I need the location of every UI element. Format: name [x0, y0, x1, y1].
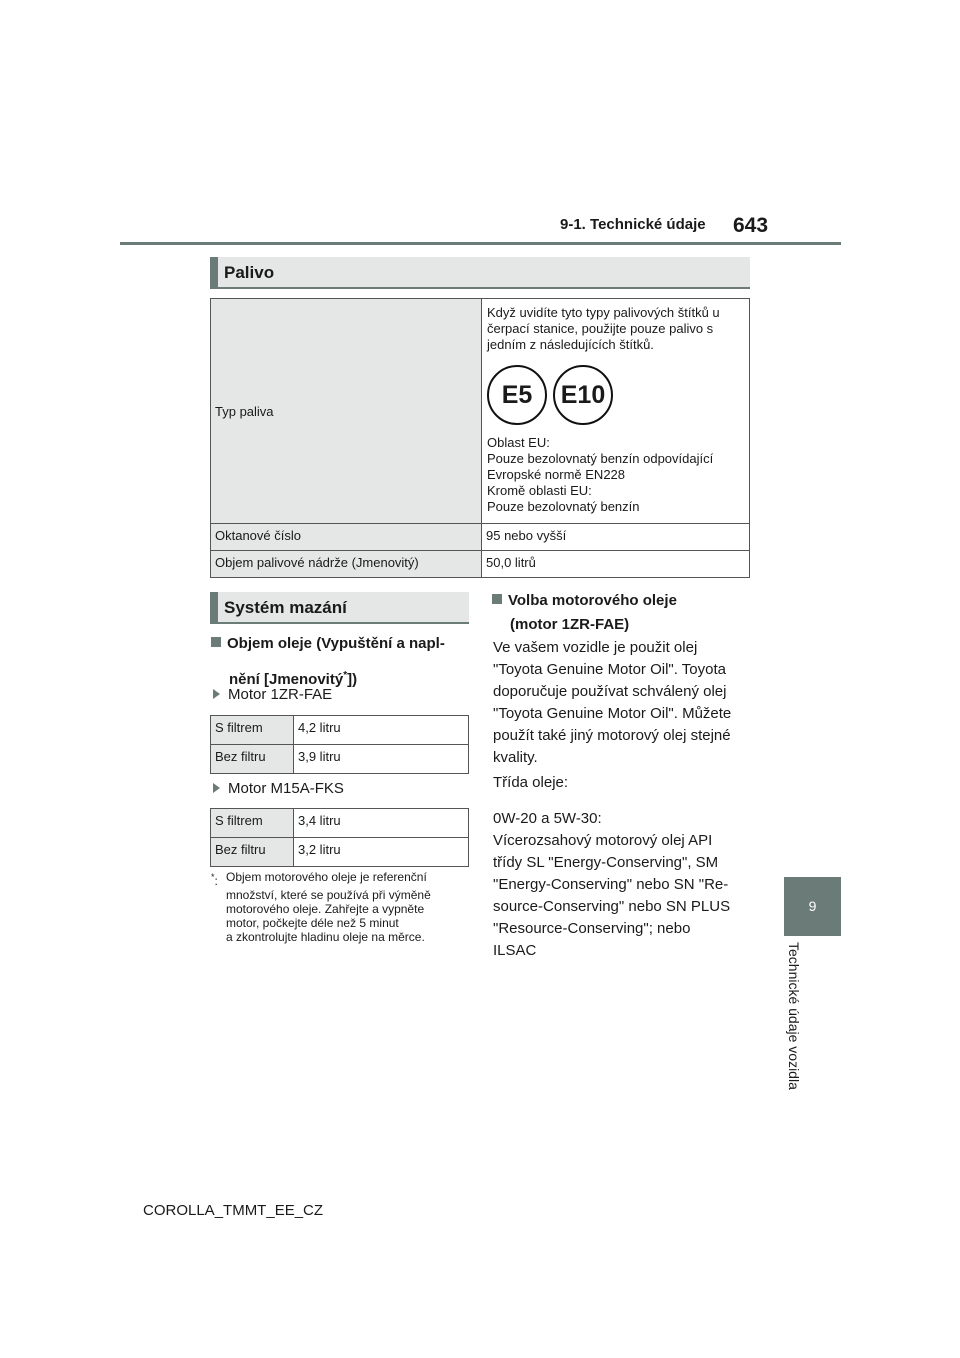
- header-rule: [120, 242, 841, 245]
- fuel-badge-e10: E10: [553, 365, 613, 425]
- triangle-bullet-icon: [213, 689, 220, 699]
- octane-value: 95 nebo vyšší: [482, 524, 750, 551]
- table-row: [211, 716, 469, 745]
- document-code: COROLLA_TMMT_EE_CZ: [143, 1202, 324, 1219]
- table-row: [211, 809, 469, 838]
- fuel-note-3: Evropské normě EN228: [487, 467, 626, 482]
- fuel-badges: [487, 365, 744, 425]
- tank-value: 50,0 litrů: [482, 551, 750, 578]
- oil-selection-title-line2: (motor 1ZR-FAE): [510, 616, 630, 633]
- para-line-3: doporučuje používat schválený olej: [493, 683, 727, 700]
- class-line-5: source-Conserving" nebo SN PLUS: [493, 898, 731, 915]
- fuel-badge-e5: E5: [487, 365, 547, 425]
- oil-capacity-title-line1: Objem oleje (Vypuštění a napl-: [211, 632, 471, 656]
- engine1-row2-value: 3,9 litru: [294, 745, 469, 774]
- chapter-tab: 9: [784, 877, 841, 936]
- fuel-note-4: Kromě oblasti EU:: [487, 483, 592, 498]
- lube-heading-text: Systém mazání: [224, 598, 347, 617]
- para-line-5: použít také jiný motorový olej stejné: [493, 727, 731, 744]
- fuel-note-1: Oblast EU:: [487, 435, 550, 450]
- engine2-row2-value: 3,2 litru: [294, 838, 469, 867]
- class-line-1: 0W-20 a 5W-30:: [493, 810, 602, 827]
- oil-capacity-title-line2: nění [Jmenovitý*]): [229, 670, 358, 688]
- section-title: 9-1. Technické údaje: [560, 216, 706, 233]
- fuel-note-5: Pouze bezolovnatý benzín: [487, 499, 640, 514]
- class-line-2: Vícerozsahový motorový olej API: [493, 832, 713, 849]
- engine2-table: [210, 808, 469, 867]
- table-row: [211, 838, 469, 867]
- chapter-label-text: Technické údaje vozidla: [786, 942, 802, 1090]
- oil-selection-title: [492, 589, 752, 637]
- lube-heading: [210, 592, 469, 624]
- footnote-line5: a zkontrolujte hladinu oleje na měrce.: [226, 930, 425, 944]
- para-line-6: kvality.: [493, 749, 538, 766]
- square-bullet-icon: [492, 594, 502, 604]
- oil-class-list: [493, 808, 755, 962]
- square-bullet-icon: [211, 637, 221, 647]
- octane-row: [211, 524, 750, 551]
- engine2-row2-label: Bez filtru: [211, 838, 294, 867]
- class-line-7: ILSAC: [493, 942, 537, 959]
- footnote-line3: motorového oleje. Zahřejte a vypněte: [226, 902, 425, 916]
- fuel-type-intro: Když uvidíte tyto typy palivových štítků u čerpací stanice, použijte pouze palivo s jedním z následujících štítků.: [487, 305, 720, 352]
- fuel-heading: [210, 257, 750, 289]
- engine1-table: [210, 715, 469, 774]
- tank-row: [211, 551, 750, 578]
- engine2-heading: Motor M15A-FKS: [213, 780, 344, 797]
- footnote: [211, 870, 473, 944]
- footnote-line1: *: Objem motorového oleje je referenční: [211, 870, 427, 888]
- fuel-type-label: Typ paliva: [211, 299, 482, 524]
- footnote-line2: množství, které se používá při výměně: [226, 888, 431, 902]
- engine1-row1-value: 4,2 litru: [294, 716, 469, 745]
- table-row: [211, 745, 469, 774]
- fuel-type-value: [482, 299, 750, 524]
- tank-label: Objem palivové nádrže (Jmenovitý): [211, 551, 482, 578]
- engine1-row2-label: Bez filtru: [211, 745, 294, 774]
- para-line-1: Ve vašem vozidle je použit olej: [493, 639, 698, 656]
- fuel-table: [210, 298, 750, 578]
- fuel-heading-text: Palivo: [224, 263, 275, 282]
- chapter-label: [778, 942, 808, 1112]
- engine2-row1-label: S filtrem: [211, 809, 294, 838]
- class-line-4: "Energy-Conserving" nebo SN "Re-: [493, 876, 729, 893]
- class-line-3: třídy SL "Energy-Conserving", SM: [493, 854, 719, 871]
- fuel-note-2: Pouze bezolovnatý benzín odpovídající: [487, 451, 714, 466]
- para-line-4: "Toyota Genuine Motor Oil". Můžete: [493, 705, 732, 722]
- para-line-2: "Toyota Genuine Motor Oil". Toyota: [493, 661, 726, 678]
- footnote-mark: *:: [211, 872, 218, 888]
- engine1-row1-label: S filtrem: [211, 716, 294, 745]
- class-line-6: "Resource-Conserving"; nebo: [493, 920, 691, 937]
- page-number: 643: [733, 214, 769, 237]
- fuel-type-row: [211, 299, 750, 524]
- oil-capacity-title: [211, 632, 471, 692]
- oil-selection-title-line1: Volba motorového oleje: [492, 589, 752, 613]
- triangle-bullet-icon: [213, 783, 220, 793]
- oil-selection-paragraph: [493, 637, 755, 769]
- footnote-line4: motor, počkejte déle než 5 minut: [226, 916, 399, 930]
- octane-label: Oktanové číslo: [211, 524, 482, 551]
- oil-class-label: Třída oleje:: [493, 774, 569, 791]
- engine1-heading: Motor 1ZR-FAE: [213, 686, 332, 703]
- engine2-row1-value: 3,4 litru: [294, 809, 469, 838]
